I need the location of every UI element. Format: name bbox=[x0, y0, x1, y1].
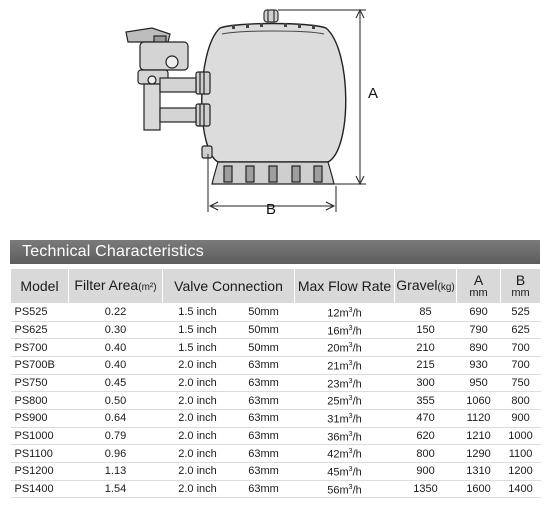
filter-tank bbox=[202, 23, 346, 162]
header-a-label: A bbox=[473, 272, 484, 288]
cell-model: PS900 bbox=[11, 409, 69, 427]
cell-model: PS525 bbox=[11, 304, 69, 322]
table-row bbox=[11, 321, 541, 339]
flow-unit-suffix: /h bbox=[352, 360, 362, 373]
cell-gravel: 85 bbox=[395, 304, 457, 322]
technical-characteristics-table bbox=[10, 268, 541, 498]
cell-valve-mm: 63mm bbox=[233, 374, 295, 392]
cell-valve-inch: 2.0 inch bbox=[163, 427, 233, 445]
cell-valve-inch: 1.5 inch bbox=[163, 304, 233, 322]
cell-model: PS625 bbox=[11, 321, 69, 339]
flow-unit-prefix: m bbox=[339, 325, 349, 338]
flow-unit-prefix: m bbox=[339, 413, 349, 426]
flow-unit-suffix: /h bbox=[352, 325, 362, 338]
flow-value: 45 bbox=[327, 466, 340, 479]
header-b bbox=[501, 269, 541, 304]
flow-unit-prefix: m bbox=[339, 342, 349, 355]
header-gravel-unit: (kg) bbox=[437, 281, 455, 293]
table-header-row bbox=[11, 269, 541, 304]
cell-gravel: 150 bbox=[395, 321, 457, 339]
cell-a: 950 bbox=[457, 374, 501, 392]
cell-valve-mm: 63mm bbox=[233, 427, 295, 445]
cell-valve-inch: 2.0 inch bbox=[163, 480, 233, 498]
header-filter-area-unit: (m²) bbox=[138, 281, 157, 293]
cell-b: 1100 bbox=[501, 445, 541, 463]
flow-unit-suffix: /h bbox=[352, 466, 362, 479]
cell-valve-mm: 50mm bbox=[233, 304, 295, 322]
flow-unit-suffix: /h bbox=[352, 378, 362, 391]
table-row bbox=[11, 480, 541, 498]
top-cap-icon bbox=[264, 10, 278, 22]
cell-filter-area: 1.13 bbox=[69, 462, 163, 480]
header-gravel-label: Gravel bbox=[396, 276, 438, 293]
cell-valve-inch: 2.0 inch bbox=[163, 392, 233, 410]
cell-valve-mm: 63mm bbox=[233, 392, 295, 410]
flow-value: 42 bbox=[327, 448, 340, 461]
header-valve-connection: Valve Connection bbox=[163, 269, 295, 304]
cell-filter-area: 0.30 bbox=[69, 321, 163, 339]
cell-a: 1060 bbox=[457, 392, 501, 410]
cell-gravel: 215 bbox=[395, 356, 457, 374]
flow-value: 23 bbox=[327, 378, 340, 391]
header-model: Model bbox=[11, 269, 69, 304]
flow-unit-exponent: 3 bbox=[348, 412, 353, 420]
cell-model: PS700 bbox=[11, 339, 69, 357]
header-a bbox=[457, 269, 501, 304]
flow-value: 36 bbox=[327, 431, 340, 444]
cell-gravel: 470 bbox=[395, 409, 457, 427]
cell-gravel: 300 bbox=[395, 374, 457, 392]
cell-a: 1120 bbox=[457, 409, 501, 427]
multiport-valve-icon bbox=[126, 28, 196, 130]
flow-unit-exponent: 3 bbox=[348, 307, 353, 314]
cell-model: PS1000 bbox=[11, 427, 69, 445]
cell-max-flow bbox=[295, 480, 395, 498]
cell-filter-area: 1.54 bbox=[69, 480, 163, 498]
cell-b: 700 bbox=[501, 339, 541, 357]
flow-value: 16 bbox=[327, 325, 340, 338]
flow-unit-suffix: /h bbox=[352, 484, 362, 497]
cell-filter-area: 0.40 bbox=[69, 339, 163, 357]
cell-valve-mm: 63mm bbox=[233, 480, 295, 498]
flow-unit-prefix: m bbox=[339, 431, 349, 444]
flow-unit-prefix: m bbox=[339, 466, 349, 479]
flow-unit-suffix: /h bbox=[352, 413, 362, 426]
table-row bbox=[11, 409, 541, 427]
flow-unit-exponent: 3 bbox=[348, 430, 353, 438]
cell-gravel: 355 bbox=[395, 392, 457, 410]
cell-valve-mm: 63mm bbox=[233, 409, 295, 427]
cell-max-flow bbox=[295, 409, 395, 427]
cell-filter-area: 0.40 bbox=[69, 356, 163, 374]
cell-model: PS1100 bbox=[11, 445, 69, 463]
flow-unit-prefix: m bbox=[339, 484, 349, 497]
table-row bbox=[11, 339, 541, 357]
cell-filter-area: 0.45 bbox=[69, 374, 163, 392]
sand-filter-diagram bbox=[0, 0, 558, 232]
header-max-flow-rate: Max Flow Rate bbox=[295, 269, 395, 304]
cell-filter-area: 0.22 bbox=[69, 304, 163, 322]
table-body bbox=[11, 304, 541, 498]
cell-b: 900 bbox=[501, 409, 541, 427]
flow-unit-prefix: m bbox=[339, 360, 349, 373]
cell-model: PS750 bbox=[11, 374, 69, 392]
cell-valve-inch: 2.0 inch bbox=[163, 374, 233, 392]
table-row bbox=[11, 445, 541, 463]
cell-max-flow bbox=[295, 304, 395, 322]
flow-unit-exponent: 3 bbox=[348, 483, 353, 491]
header-b-label: B bbox=[515, 272, 526, 288]
flow-unit-prefix: m bbox=[339, 307, 349, 320]
flow-unit-prefix: m bbox=[339, 448, 349, 461]
flow-unit-exponent: 3 bbox=[348, 342, 353, 350]
flow-unit-exponent: 3 bbox=[348, 359, 353, 367]
cell-filter-area: 0.50 bbox=[69, 392, 163, 410]
flow-unit-exponent: 3 bbox=[348, 395, 353, 403]
cell-gravel: 1350 bbox=[395, 480, 457, 498]
cell-b: 1200 bbox=[501, 462, 541, 480]
table-row bbox=[11, 304, 541, 322]
cell-valve-inch: 2.0 inch bbox=[163, 445, 233, 463]
cell-b: 750 bbox=[501, 374, 541, 392]
cell-a: 890 bbox=[457, 339, 501, 357]
cell-model: PS1200 bbox=[11, 462, 69, 480]
flow-unit-exponent: 3 bbox=[348, 324, 353, 332]
table-row bbox=[11, 374, 541, 392]
cell-filter-area: 0.79 bbox=[69, 427, 163, 445]
section-title: Technical Characteristics bbox=[10, 240, 540, 264]
cell-b: 700 bbox=[501, 356, 541, 374]
cell-filter-area: 0.64 bbox=[69, 409, 163, 427]
cell-gravel: 210 bbox=[395, 339, 457, 357]
cell-model: PS800 bbox=[11, 392, 69, 410]
table-row bbox=[11, 427, 541, 445]
cell-valve-inch: 1.5 inch bbox=[163, 339, 233, 357]
flow-unit-exponent: 3 bbox=[348, 377, 353, 385]
flow-unit-exponent: 3 bbox=[348, 465, 353, 473]
header-filter-area bbox=[69, 269, 163, 304]
table-row bbox=[11, 462, 541, 480]
cell-model: PS1400 bbox=[11, 480, 69, 498]
cell-max-flow bbox=[295, 374, 395, 392]
cell-valve-inch: 1.5 inch bbox=[163, 321, 233, 339]
cell-valve-mm: 63mm bbox=[233, 445, 295, 463]
cell-b: 1400 bbox=[501, 480, 541, 498]
header-a-unit: mm bbox=[469, 287, 488, 299]
flow-value: 20 bbox=[327, 342, 340, 355]
dimension-a-label: A bbox=[368, 85, 379, 102]
filter-base bbox=[212, 162, 334, 184]
cell-a: 1600 bbox=[457, 480, 501, 498]
cell-valve-mm: 63mm bbox=[233, 462, 295, 480]
cell-a: 690 bbox=[457, 304, 501, 322]
cell-valve-mm: 63mm bbox=[233, 356, 295, 374]
table-row bbox=[11, 392, 541, 410]
cell-valve-inch: 2.0 inch bbox=[163, 462, 233, 480]
cell-b: 1000 bbox=[501, 427, 541, 445]
cell-a: 1310 bbox=[457, 462, 501, 480]
cell-valve-inch: 2.0 inch bbox=[163, 356, 233, 374]
flow-value: 31 bbox=[327, 413, 340, 426]
flow-unit-suffix: /h bbox=[352, 307, 362, 320]
flow-value: 12 bbox=[327, 307, 340, 320]
cell-valve-mm: 50mm bbox=[233, 321, 295, 339]
flow-unit-suffix: /h bbox=[352, 448, 362, 461]
flow-value: 56 bbox=[327, 484, 340, 497]
cell-gravel: 800 bbox=[395, 445, 457, 463]
cell-max-flow bbox=[295, 445, 395, 463]
cell-b: 800 bbox=[501, 392, 541, 410]
cell-valve-mm: 50mm bbox=[233, 339, 295, 357]
cell-gravel: 620 bbox=[395, 427, 457, 445]
cell-max-flow bbox=[295, 392, 395, 410]
cell-max-flow bbox=[295, 356, 395, 374]
cell-max-flow bbox=[295, 462, 395, 480]
cell-model: PS700B bbox=[11, 356, 69, 374]
cell-filter-area: 0.96 bbox=[69, 445, 163, 463]
flow-value: 21 bbox=[327, 360, 340, 373]
cell-max-flow bbox=[295, 427, 395, 445]
header-filter-area-label: Filter Area bbox=[74, 276, 139, 293]
cell-a: 790 bbox=[457, 321, 501, 339]
cell-a: 1210 bbox=[457, 427, 501, 445]
dimension-b-label: B bbox=[266, 201, 277, 218]
flow-value: 25 bbox=[327, 395, 340, 408]
header-gravel bbox=[395, 269, 457, 304]
cell-max-flow bbox=[295, 321, 395, 339]
cell-a: 930 bbox=[457, 356, 501, 374]
cell-gravel: 900 bbox=[395, 462, 457, 480]
header-b-unit: mm bbox=[511, 287, 530, 299]
flow-unit-prefix: m bbox=[339, 378, 349, 391]
flow-unit-suffix: /h bbox=[352, 431, 362, 444]
cell-max-flow bbox=[295, 339, 395, 357]
cell-valve-inch: 2.0 inch bbox=[163, 409, 233, 427]
flow-unit-suffix: /h bbox=[352, 395, 362, 408]
flow-unit-suffix: /h bbox=[352, 342, 362, 355]
flow-unit-prefix: m bbox=[339, 395, 349, 408]
cell-b: 625 bbox=[501, 321, 541, 339]
cell-b: 525 bbox=[501, 304, 541, 322]
flow-unit-exponent: 3 bbox=[348, 448, 353, 456]
table-row bbox=[11, 356, 541, 374]
cell-a: 1290 bbox=[457, 445, 501, 463]
